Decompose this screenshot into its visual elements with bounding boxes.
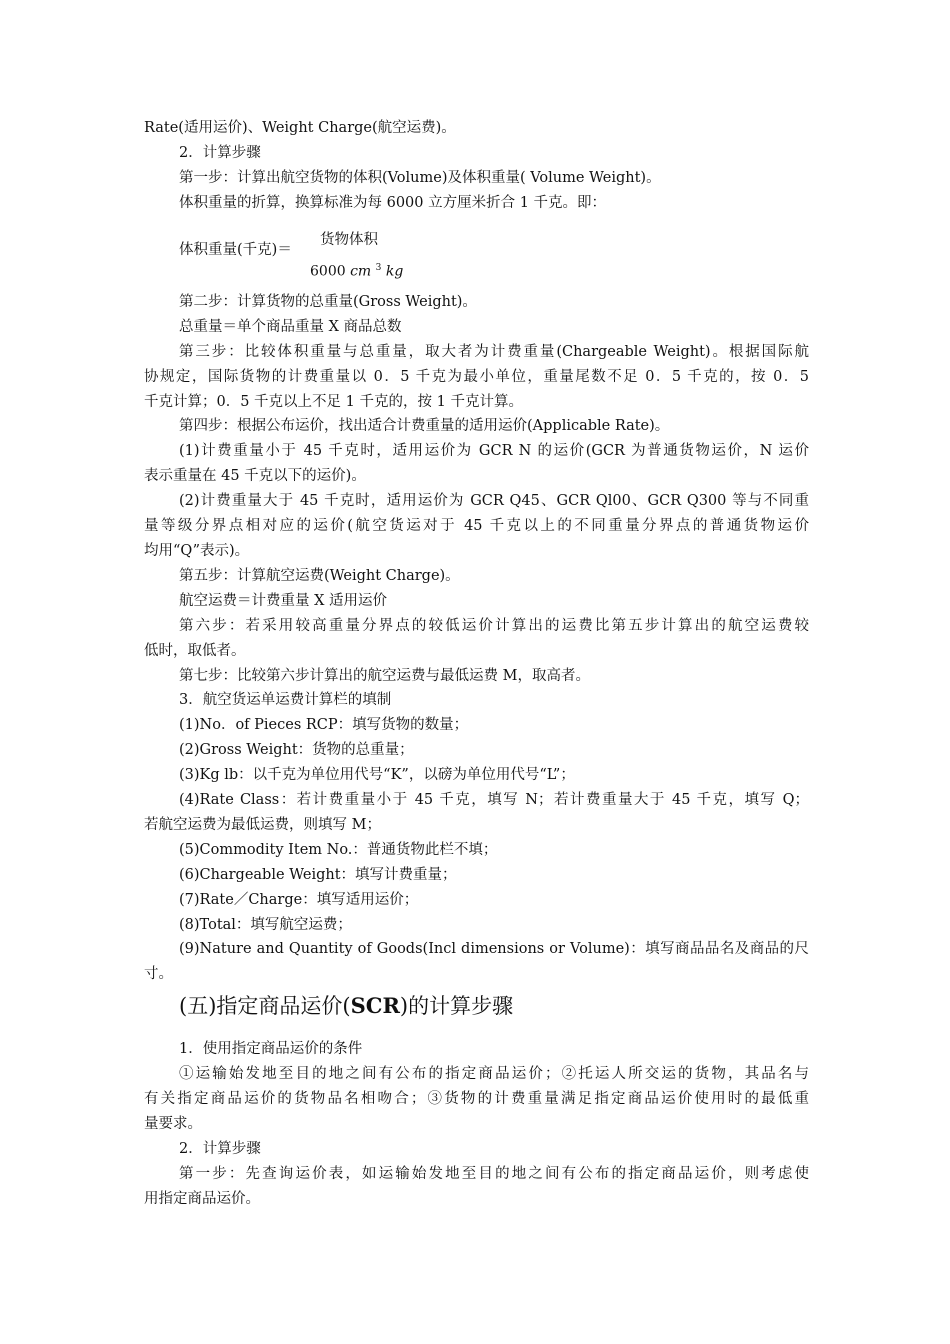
- section-number: 2．计算步骤: [179, 1141, 261, 1157]
- step-1: 第一步：计算出航空货物的体积(Volume)及体积重量( Volume Weight)。: [179, 170, 661, 186]
- list-item: (3)Kg lb：以千克为单位用代号“K”，以磅为单位用代号“L”；: [179, 767, 575, 783]
- list-item: (7)Rate／Charge：填写适用运价；: [179, 892, 419, 908]
- list-item: (9)Nature and Quantity of Goods(Incl dimensions or Volume)：填写商品品名及商品的尺: [179, 941, 809, 957]
- step-7: 第七步：比较第六步计算出的航空运费与最低运费 M，取高者。: [179, 668, 590, 684]
- formula-den-unit: cm: [350, 263, 372, 280]
- paragraph-line: 低时，取低者。: [144, 643, 246, 659]
- paragraph-line: 有关指定商品运价的货物品名相吻合；③货物的计费重量满足指定商品运价使用时的最低重: [144, 1091, 809, 1107]
- paragraph-line: 协规定，国际货物的计费重量以 0．5 千克为最小单位，重量尾数不足 0．5 千克的，按 0．5: [144, 369, 809, 385]
- formula-den-exp: 3: [375, 263, 382, 273]
- list-item: (8)Total：填写航空运费；: [179, 917, 352, 933]
- paragraph-line: 表示重量在 45 千克以下的运价)。: [144, 468, 366, 484]
- paragraph-line: 均用“Q”表示)。: [144, 543, 250, 559]
- heading-bold: SCR: [350, 993, 400, 1018]
- paragraph-line: 若航空运费为最低运费，则填写 M；: [144, 817, 381, 833]
- heading-suffix: )的计算步骤: [399, 994, 514, 1018]
- step-1: 第一步：先查询运价表，如运输始发地至目的地之间有公布的指定商品运价，则考虑使: [179, 1166, 809, 1182]
- formula-line: 航空运费＝计费重量 X 适用运价: [179, 593, 388, 609]
- step-4: 第四步：根据公布运价，找出适合计费重量的适用运价(Applicable Rate)。: [179, 418, 670, 434]
- list-item: (2)Gross Weight：货物的总重量；: [179, 742, 414, 758]
- step-5: 第五步：计算航空运费(Weight Charge)。: [179, 568, 460, 584]
- step-2: 第二步：计算货物的总重量(Gross Weight)。: [179, 294, 477, 310]
- step-6: 第六步：若采用较高重量分界点的较低运价计算出的运费比第五步计算出的航空运费较: [179, 618, 809, 634]
- section-number: 3．航空货运单运费计算栏的填制: [179, 692, 392, 708]
- list-item: (6)Chargeable Weight：填写计费重量；: [179, 867, 457, 883]
- formula-den-number: 6000: [310, 263, 346, 280]
- list-item: (5)Commodity Item No.：普通货物此栏不填；: [179, 842, 498, 858]
- heading-prefix: (五)指定商品运价(: [179, 994, 351, 1018]
- list-item: (1)计费重量小于 45 千克时，适用运价为 GCR N 的运价(GCR 为普通货物运价，N 运价: [179, 443, 809, 459]
- section-number: 2．计算步骤: [179, 145, 261, 161]
- list-item: (2)计费重量大于 45 千克时，适用运价为 GCR Q45、GCR Ql00、GCR Q300 等与不同重: [179, 493, 809, 509]
- formula-numerator: 货物体积: [320, 232, 378, 248]
- formula-denominator: [310, 256, 403, 285]
- section-number: 1．使用指定商品运价的条件: [179, 1041, 363, 1057]
- paragraph-line: Rate(适用运价)、Weight Charge(航空运费)。: [144, 120, 456, 136]
- list-item: (4)Rate Class：若计费重量小于 45 千克，填写 N；若计费重量大于 45 千克，填写 Q；: [179, 792, 809, 808]
- step-3: 第三步：比较体积重量与总重量，取大者为计费重量(Chargeable Weight)。根据国际航: [179, 344, 809, 360]
- paragraph-line: 用指定商品运价。: [144, 1191, 260, 1207]
- formula-den-kg: kg: [385, 263, 404, 280]
- list-item: (1)No．of Pieces RCP：填写货物的数量；: [179, 717, 469, 733]
- formula-label: 体积重量(千克)＝: [179, 242, 292, 258]
- paragraph-line: ①运输始发地至目的地之间有公布的指定商品运价；②托运人所交运的货物，其品名与: [179, 1066, 809, 1082]
- section-heading: [179, 991, 513, 1021]
- paragraph-line: 量要求。: [144, 1116, 202, 1132]
- paragraph-line: 量等级分界点相对应的运价(航空货运对于 45 千克以上的不同重量分界点的普通货物运价: [144, 518, 809, 534]
- paragraph-line: 体积重量的折算，换算标准为每 6000 立方厘米折合 1 千克。即：: [179, 195, 607, 211]
- formula-line: 总重量＝单个商品重量 X 商品总数: [179, 319, 402, 335]
- paragraph-line: 寸。: [144, 966, 173, 982]
- paragraph-line: 千克计算；0．5 千克以上不足 1 千克的，按 1 千克计算。: [144, 394, 523, 410]
